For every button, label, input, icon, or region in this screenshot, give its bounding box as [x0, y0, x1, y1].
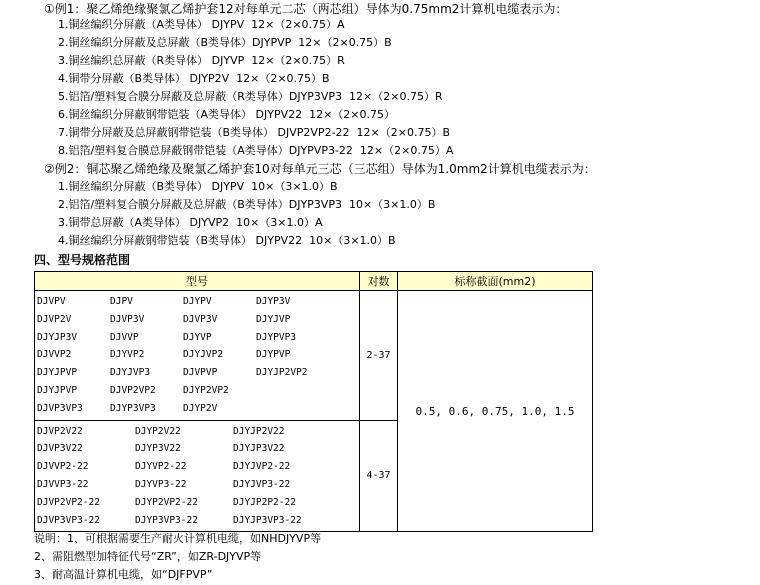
header-section: 标称截面(mm2): [398, 272, 593, 291]
model-cell: DJYVP2-22: [135, 461, 187, 473]
model-cell: DJPV: [110, 296, 133, 307]
model-cell: DJYP2V: [183, 402, 218, 414]
model-cell: DJYJP2P2-22: [233, 496, 296, 508]
example1-item: 2.铜丝编织分屏蔽及总屏蔽（B类导体）DJYPVP 12×（2×0.75）B: [58, 36, 392, 49]
pairs-group-1: 2-37: [360, 291, 398, 421]
model-cell: DJYJP3V22: [233, 443, 285, 455]
example1-item: 8.铝箔/塑料复合膜总屏蔽钢带铠装（A类导体）DJYPVP3-22 12×（2×0.75）A: [58, 144, 454, 157]
model-cell: DJYJP3V: [37, 331, 78, 343]
model-cell: [256, 382, 356, 400]
note-line: 说明：1、可根据需要生产耐火计算机电缆，如NHDJYVP等: [34, 532, 322, 545]
example1-title: ①例1：聚乙烯绝缘聚氯乙烯护套12对每单元二芯（两芯组）导体为0.75mm2计算机电缆表示为：: [44, 2, 568, 16]
model-cell: DJVPVP: [183, 367, 218, 379]
model-cell: DJYP2V22: [135, 425, 181, 437]
model-cell: DJVP3VP3-22: [37, 514, 100, 526]
model-cell: DJYJVP2-22: [233, 461, 291, 473]
model-cell: DJYP2VP2-22: [135, 496, 198, 508]
example1-item: 1.铜丝编织分屏蔽（A类导体） DJYPV 12×（2×0.75）A: [58, 18, 345, 31]
example1-item: 5.铝箔/塑料复合膜分屏蔽及总屏蔽（R类导体）DJYP3VP3 12×（2×0.75）R: [58, 90, 443, 103]
model-cell: DJYJP2V22: [233, 425, 285, 437]
model-cell: DJVP2V: [37, 313, 72, 325]
model-cell: DJYJVP2: [183, 349, 224, 361]
model-cell: [256, 400, 356, 418]
model-cell: DJYJPVP: [37, 367, 78, 379]
section-title: 四、型号规格范围: [34, 253, 131, 267]
model-cell: DJYJPVP: [37, 384, 78, 396]
example1-item: 6.铜丝编织分屏蔽钢带铠装（A类导体） DJYPV22 12×（2×0.75）: [58, 108, 396, 121]
model-cell: DJVVP2-22: [37, 461, 89, 473]
note-line: 3、耐高温计算机电缆，如“DJFPVP”: [34, 568, 213, 581]
model-cell: DJYPVP: [256, 349, 291, 361]
model-cell: DJVVP2: [37, 349, 72, 361]
model-cell: DJYVP3-22: [135, 478, 187, 490]
example1-item: 7.铜带分屏蔽及总屏蔽钢带铠装（B类导体） DJVP2VP2-22 12×（2×0.75）B: [58, 126, 450, 139]
model-group-2: [35, 420, 360, 532]
model-cell: DJYVP: [183, 331, 212, 343]
model-cell: DJVP2VP2-22: [37, 496, 100, 508]
model-cell: DJYP3V22: [135, 443, 181, 455]
header-model: 型号: [35, 272, 360, 291]
model-spec-table: [34, 271, 593, 532]
model-cell: DJYJP3VP3-22: [233, 514, 302, 526]
model-cell: DJVP3V: [183, 313, 218, 325]
example1-item: 3.铜丝编织总屏蔽（R类导体） DJYVP 12×（2×0.75）R: [58, 54, 345, 67]
example2-item: 3.铜带总屏蔽（A类导体） DJYVP2 10×（3×1.0）A: [58, 216, 323, 229]
model-cell: DJVP3V22: [37, 443, 83, 455]
model-cell: DJVP2V22: [37, 425, 83, 437]
example2-title: ②例2：铜芯聚乙烯绝缘及聚氯乙烯护套10对每单元三芯（三芯组）导体为1.0mm2计算机电缆表示为：: [44, 162, 596, 176]
model-cell: DJYP3V: [256, 296, 291, 307]
example2-item: 4.铜丝编织分屏蔽钢带铠装（B类导体） DJYPV22 10×（3×1.0）B: [58, 234, 396, 247]
model-cell: DJVVP3-22: [37, 478, 89, 490]
example2-item: 2.铝箔/塑料复合膜分屏蔽及总屏蔽（B类导体）DJYP3VP3 10×（3×1.0）B: [58, 198, 436, 211]
model-cell: DJYPVP3: [256, 331, 297, 343]
header-pairs: 对数: [360, 272, 398, 291]
model-cell: DJVPV: [37, 296, 66, 307]
model-cell: DJVP2VP2: [110, 384, 156, 396]
model-cell: DJYJVP3: [110, 367, 151, 379]
model-cell: DJYJP2VP2: [256, 367, 308, 379]
model-cell: DJYP3VP3-22: [135, 514, 198, 526]
model-cell: DJYJVP3-22: [233, 478, 291, 490]
model-cell: DJYPV: [183, 296, 212, 307]
model-cell: DJVVP: [110, 331, 139, 343]
example1-item: 4.铜带分屏蔽（B类导体） DJYP2V 12×（2×0.75）B: [58, 72, 330, 85]
model-cell: DJYP2VP2: [183, 384, 229, 396]
model-cell: DJVP3V: [110, 313, 145, 325]
model-cell: DJYJVP: [256, 313, 291, 325]
model-group-1: [35, 291, 360, 421]
model-cell: DJYP3VP3: [110, 402, 156, 414]
model-cell: DJYVP2: [110, 349, 145, 361]
model-cell: DJVP3VP3: [37, 402, 83, 414]
example2-item: 1.铜丝编织分屏蔽（B类导体） DJYPV 10×（3×1.0）B: [58, 180, 338, 193]
nominal-sections: 0.5, 0.6, 0.75, 1.0, 1.5: [398, 291, 593, 532]
note-line: 2、需阻燃型加特征代号“ZR”，如ZR-DJYVP等: [34, 550, 262, 563]
pairs-group-2: 4-37: [360, 420, 398, 532]
